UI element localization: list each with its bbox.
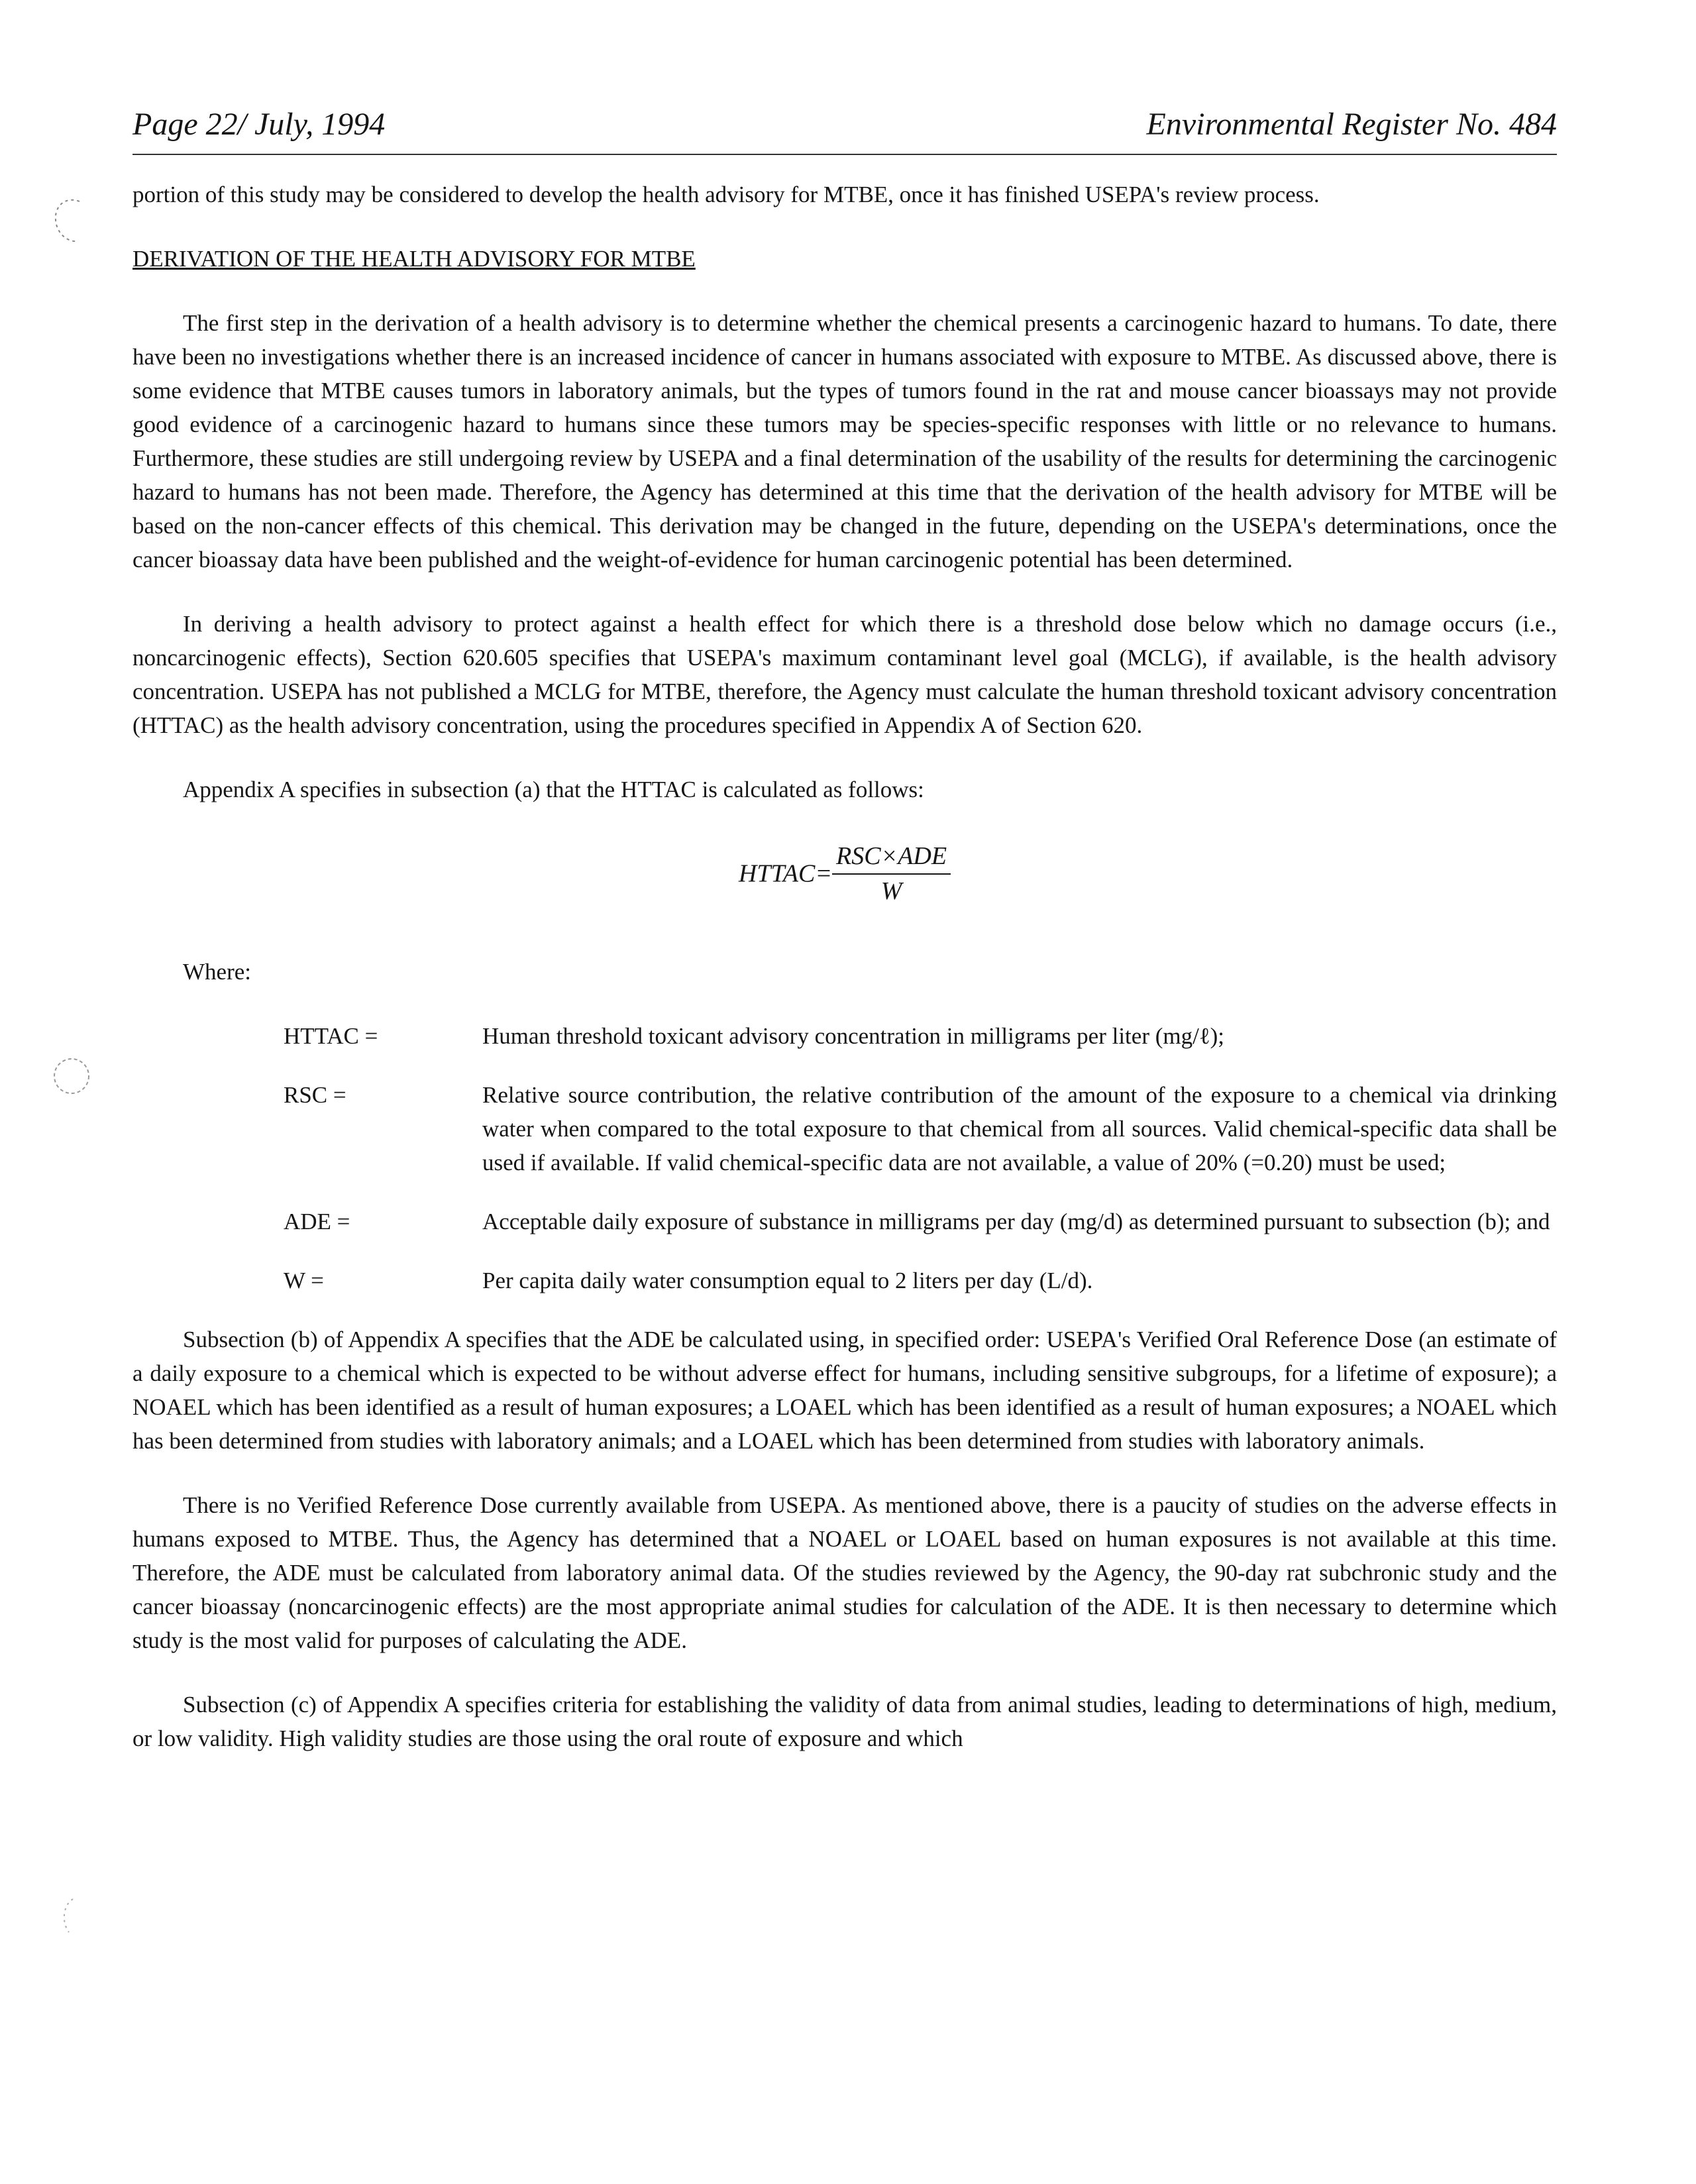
definition-term: RSC = — [284, 1082, 346, 1108]
where-label: Where: — [183, 959, 251, 985]
header-register-number: Environmental Register No. 484 — [1146, 107, 1557, 142]
paragraph-reference-dose: There is no Verified Reference Dose currently available from USEPA. As mentioned above, there is a paucity of studies on the adverse effects in humans exposed to MTBE. Thus, the Agency has determined that a NOAEL or LOAEL based on human exposures is not available at this time. Therefore, the ADE must be calculated from laboratory animal data. Of the studies reviewed by the Agency, the 90-day rat subchronic study and the cancer bioassay (noncarcinogenic effects) are the most appropriate animal studies for calculation of the ADE. It is then necessary to determine which study is the most valid for purposes of calculating the ADE. — [132, 1492, 1557, 1653]
definition-description: Per capita daily water consumption equal to 2 liters per day (L/d). — [482, 1268, 1093, 1293]
definition-term: W = — [284, 1268, 324, 1293]
paragraph-appendix-a: Appendix A specifies in subsection (a) that the HTTAC is calculated as follows: — [183, 777, 924, 802]
paragraph-subsection-c: Subsection (c) of Appendix A specifies criteria for establishing the validity of data from animal studies, leading to determinations of high, medium, or low validity. High validity studies are those using the oral route of exposure and which — [132, 1692, 1557, 1751]
punch-hole-mark-middle — [46, 1047, 93, 1107]
definition-httac — [132, 1019, 1557, 1053]
definition-term: ADE = — [284, 1209, 350, 1234]
paragraph-threshold-dose: In deriving a health advisory to protect against a health effect for which there is a threshold dose below which no damage occurs (i.e., noncarcinogenic effects), Section 620.605 specifies that USEPA's maximum contaminant level goal (MCLG), if available, is the health advisory concentration. USEPA has not published a MCLG for MTBE, therefore, the Agency must calculate the human threshold toxicant advisory concentration (HTTAC) as the health advisory concentration, using the procedures specified in Appendix A of Section 620. — [132, 611, 1557, 738]
definition-description: Acceptable daily exposure of substance in milligrams per day (mg/d) as determined pursuant to subsection (b); and — [482, 1209, 1550, 1234]
formula-lhs: HTTAC= — [738, 859, 832, 888]
definition-term: HTTAC = — [284, 1023, 378, 1049]
header-rule — [132, 154, 1557, 155]
section-heading: DERIVATION OF THE HEALTH ADVISORY FOR MTBE — [132, 246, 696, 272]
definition-rsc — [132, 1078, 1557, 1179]
page-header — [132, 106, 1557, 152]
formula-denominator: W — [880, 877, 902, 905]
paragraph-continuation: portion of this study may be considered to develop the health advisory for MTBE, once it has finished USEPA's review process. — [132, 182, 1320, 207]
definitions-list — [132, 1019, 1557, 1297]
formula-numerator: RSC×ADE — [832, 840, 951, 875]
definition-ade — [132, 1205, 1557, 1238]
httac-formula — [132, 840, 1557, 908]
punch-hole-mark-top — [46, 192, 93, 252]
punch-hole-mark-bottom — [46, 1888, 93, 1948]
formula-fraction — [832, 840, 951, 908]
paragraph-carcinogenic-hazard: The first step in the derivation of a health advisory is to determine whether the chemical presents a carcinogenic hazard to humans. To date, there have been no investigations whether there is an increased incidence of cancer in humans associated with exposure to MTBE. As discussed above, there is some evidence that MTBE causes tumors in laboratory animals, but the types of tumors found in the rat and mouse cancer bioassays may not provide good evidence of a carcinogenic hazard to humans since these tumors may be species-specific responses with little or no relevance to humans. Furthermore, these studies are still undergoing review by USEPA and a final determination of the usability of the results for determining the carcinogenic hazard to humans has not been made. Therefore, the Agency has determined at this time that the derivation of the health advisory for MTBE will be based on the non-cancer effects of this chemical. This derivation may be changed in the future, depending on the USEPA's determinations, once the cancer bioassay data have been published and the weight-of-evidence for human carcinogenic potential has been determined. — [132, 310, 1557, 573]
definition-description: Relative source contribution, the relative contribution of the amount of the exposure to a chemical via drinking water when compared to the total exposure to that chemical from all sources. Valid chemical-specific data shall be used if available. If valid chemical-specific data are not available, a value of 20% (=0.20) must be used; — [482, 1082, 1557, 1175]
paragraph-subsection-b: Subsection (b) of Appendix A specifies that the ADE be calculated using, in specified order: USEPA's Verified Oral Reference Dose (an estimate of a daily exposure to a chemical which is expected to be without adverse effect for humans, including sensitive subgroups, for a lifetime of exposure); a NOAEL which has been identified as a result of human exposures; a LOAEL which has been identified as a result of human exposures; a NOAEL which has been determined from studies with laboratory animals; and a LOAEL which has been determined from studies with laboratory animals. — [132, 1327, 1557, 1454]
document-body — [132, 178, 1557, 1786]
header-page-date: Page 22/ July, 1994 — [132, 107, 386, 142]
definition-description: Human threshold toxicant advisory concentration in milligrams per liter (mg/ℓ); — [482, 1023, 1224, 1049]
definition-w — [132, 1264, 1557, 1297]
